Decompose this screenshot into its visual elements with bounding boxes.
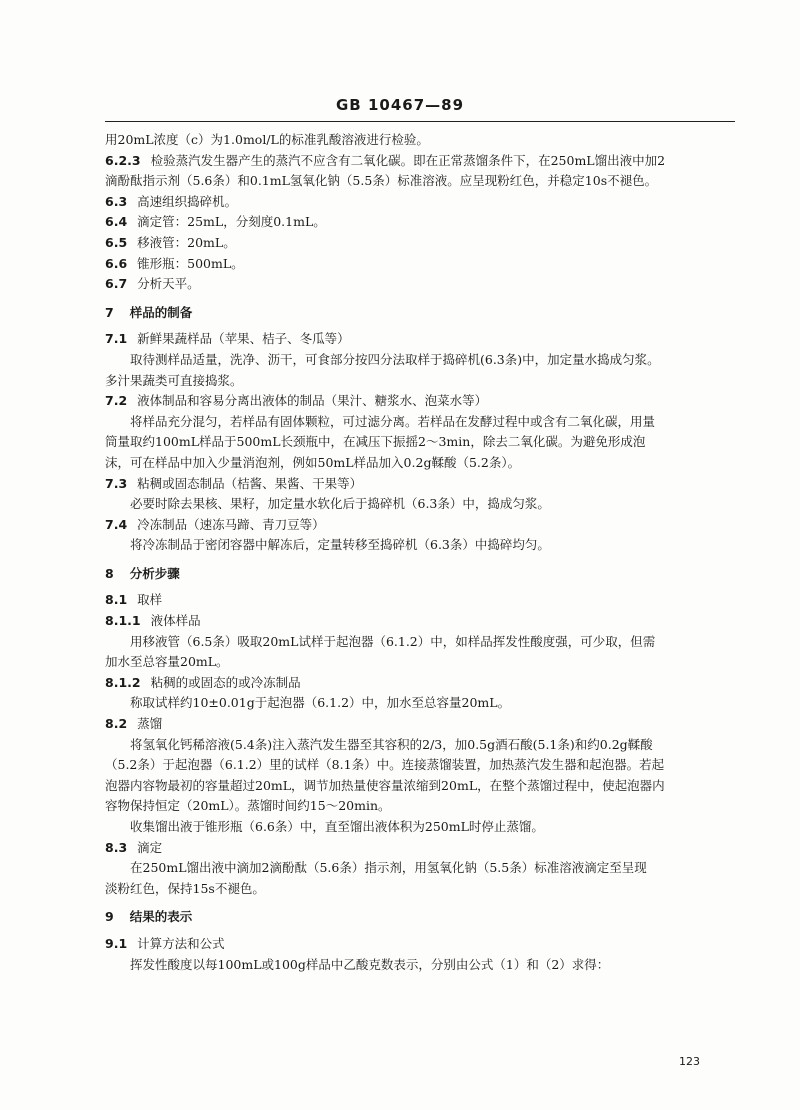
clause-number: 6.2.3 [105, 152, 141, 168]
section-number: 9 [105, 909, 114, 925]
clause-line [105, 329, 745, 350]
section-title: 结果的表示 [129, 909, 193, 925]
clause-number: 6.4 [105, 214, 128, 230]
clause-number: 8.1 [105, 592, 128, 608]
clause-number: 8.1.1 [105, 613, 141, 629]
line-text: 收集馏出液于锥形瓶（6.6条）中，直至馏出液体积为250mL时停止蒸馏。 [130, 819, 544, 834]
line-text: 用20mL浓度（c）为1.0mol/L的标准乳酸溶液进行检验。 [105, 132, 429, 147]
line-text: 高速组织捣碎机。 [137, 193, 238, 209]
clause-line [105, 192, 745, 213]
clause-number: 7.2 [105, 393, 128, 409]
line-text: 将冷冻制品于密闭容器中解冻后，定量转移至捣碎机（6.3条）中捣碎均匀。 [130, 537, 550, 553]
clause-line [105, 934, 745, 955]
clause-line [105, 673, 745, 694]
clause-number: 9.1 [105, 935, 128, 951]
clause-line [105, 254, 745, 275]
clause-line [105, 590, 745, 611]
clause-line [105, 274, 745, 295]
line-text: 将样品充分混匀，若样品有固体颗粒，可过滤分离。若样品在发酵过程中或含有二氧化碳，用量 [130, 413, 656, 429]
spacer [105, 899, 745, 907]
text-line [105, 371, 745, 392]
text-line [105, 755, 745, 776]
section-heading [105, 303, 745, 324]
line-text: 沫，可在样品中加入少量消泡剂，例如50mL样品加入0.2g鞣酸（5.2条）。 [105, 454, 521, 470]
clause-number: 6.7 [105, 276, 128, 292]
clause-number: 7.1 [105, 331, 128, 347]
line-text: 液体制品和容易分离出液体的制品（果汁、糖浆水、泡菜水等） [137, 393, 488, 409]
line-text: 取样 [137, 592, 163, 608]
line-text: 必要时除去果核、果籽，加定量水软化后于捣碎机（6.3条）中，捣成匀浆。 [130, 496, 550, 512]
line-text: 称取试样约10±0.01g于起泡器（6.1.2）中，加水至总容量20mL。 [130, 695, 511, 711]
text-line [105, 796, 745, 817]
clause-line [105, 515, 745, 536]
text-line [105, 776, 745, 797]
line-text: 冷冻制品（速冻马蹄、青刀豆等） [137, 516, 325, 532]
clause-line [105, 714, 745, 735]
clause-line [105, 838, 745, 859]
line-text: 分析天平。 [137, 276, 200, 292]
text-line [105, 632, 745, 653]
text-line [105, 130, 745, 151]
line-text: 锥形瓶：500mL。 [137, 255, 244, 271]
text-line [105, 350, 745, 371]
line-text: 新鲜果蔬样品（苹果、桔子、冬瓜等） [137, 331, 350, 347]
clause-number: 6.5 [105, 234, 128, 250]
line-text: 淡粉红色，保持15s不褪色。 [105, 880, 265, 896]
line-text: 容物保持恒定（20mL）。蒸馏时间约15～20min。 [105, 798, 391, 814]
spacer [105, 295, 745, 303]
clause-number: 6.6 [105, 255, 128, 271]
spacer [105, 556, 745, 564]
header-rule [105, 121, 735, 122]
line-text: 挥发性酸度以每100mL或100g样品中乙酸克数表示，分别由公式（1）和（2）求得： [130, 956, 610, 972]
clause-number: 6.3 [105, 193, 128, 209]
line-text: 液体样品 [150, 613, 201, 629]
text-line [105, 412, 745, 433]
clause-line [105, 611, 745, 632]
text-line [105, 453, 745, 474]
page-number: 123 [679, 1055, 700, 1068]
line-text: 移液管：20mL。 [137, 234, 236, 250]
line-text: 粘稠或固态制品（桔酱、果酱、干果等） [137, 475, 363, 491]
section-title: 样品的制备 [129, 304, 193, 320]
section-number: 8 [105, 565, 114, 581]
document-body [105, 130, 745, 975]
clause-number: 7.4 [105, 516, 128, 532]
line-text: 检验蒸汽发生器产生的蒸汽不应含有二氧化碳。即在正常蒸馏条件下，在250mL馏出液中加2 [150, 152, 666, 168]
text-line [105, 171, 745, 192]
section-heading [105, 564, 745, 585]
line-text: 多汁果蔬类可直接捣浆。 [105, 372, 243, 388]
text-line [105, 879, 745, 900]
clause-line [105, 391, 745, 412]
section-heading [105, 907, 745, 928]
clause-line [105, 151, 745, 172]
line-text: 计算方法和公式 [137, 935, 225, 951]
clause-number: 8.2 [105, 716, 128, 732]
line-text: 筒量取约100mL样品于500mL长颈瓶中，在减压下振摇2～3min，除去二氧化碳。为避免形成泡 [105, 434, 646, 450]
section-title: 分析步骤 [129, 565, 180, 581]
text-line [105, 735, 745, 756]
clause-line [105, 474, 745, 495]
clause-line [105, 212, 745, 233]
text-line [105, 494, 745, 515]
line-text: 在250mL馏出液中滴加2滴酚酞（5.6条）指示剂，用氢氧化钠（5.5条）标准溶液滴定至呈现 [130, 860, 647, 876]
line-text: 蒸馏 [137, 716, 163, 732]
line-text: 滴酚酞指示剂（5.6条）和0.1mL氢氧化钠（5.5条）标准溶液。应呈现粉红色，并稳定10s不褪色。 [105, 173, 658, 189]
text-line [105, 858, 745, 879]
text-line [105, 817, 745, 838]
line-text: （5.2条）于起泡器（6.1.2）里的试样（8.1条）中。连接蒸馏装置，加热蒸汽发生器和起泡器。若起 [105, 757, 665, 773]
line-text: 泡器内容物最初的容量超过20mL，调节加热量使容量浓缩到20mL，在整个蒸馏过程中，使起泡器内 [105, 777, 665, 793]
line-text: 粘稠的或固态的或冷冻制品 [150, 674, 301, 690]
line-text: 取待测样品适量，洗净、沥干，可食部分按四分法取样于捣碎机(6.3条)中，加定量水捣成匀浆。 [130, 351, 660, 367]
line-text: 滴定管：25mL，分刻度0.1mL。 [137, 214, 326, 230]
clause-number: 7.3 [105, 475, 128, 491]
line-text: 用移液管（6.5条）吸取20mL试样于起泡器（6.1.2）中，如样品挥发性酸度强，可少取，但需 [130, 633, 656, 649]
line-text: 加水至总容量20mL。 [105, 654, 229, 670]
clause-number: 8.3 [105, 839, 128, 855]
text-line [105, 432, 745, 453]
line-text: 将氢氧化钙稀溶液(5.4条)注入蒸汽发生器至其容积的2/3，加0.5g酒石酸(5.1条)和约0.2g鞣酸 [130, 736, 653, 752]
text-line [105, 693, 745, 714]
text-line [105, 535, 745, 556]
text-line [105, 652, 745, 673]
section-number: 7 [105, 304, 114, 320]
page-header: GB 10467—89 [335, 96, 465, 114]
clause-number: 8.1.2 [105, 674, 141, 690]
clause-line [105, 233, 745, 254]
line-text: 滴定 [137, 839, 163, 855]
text-line [105, 955, 745, 976]
